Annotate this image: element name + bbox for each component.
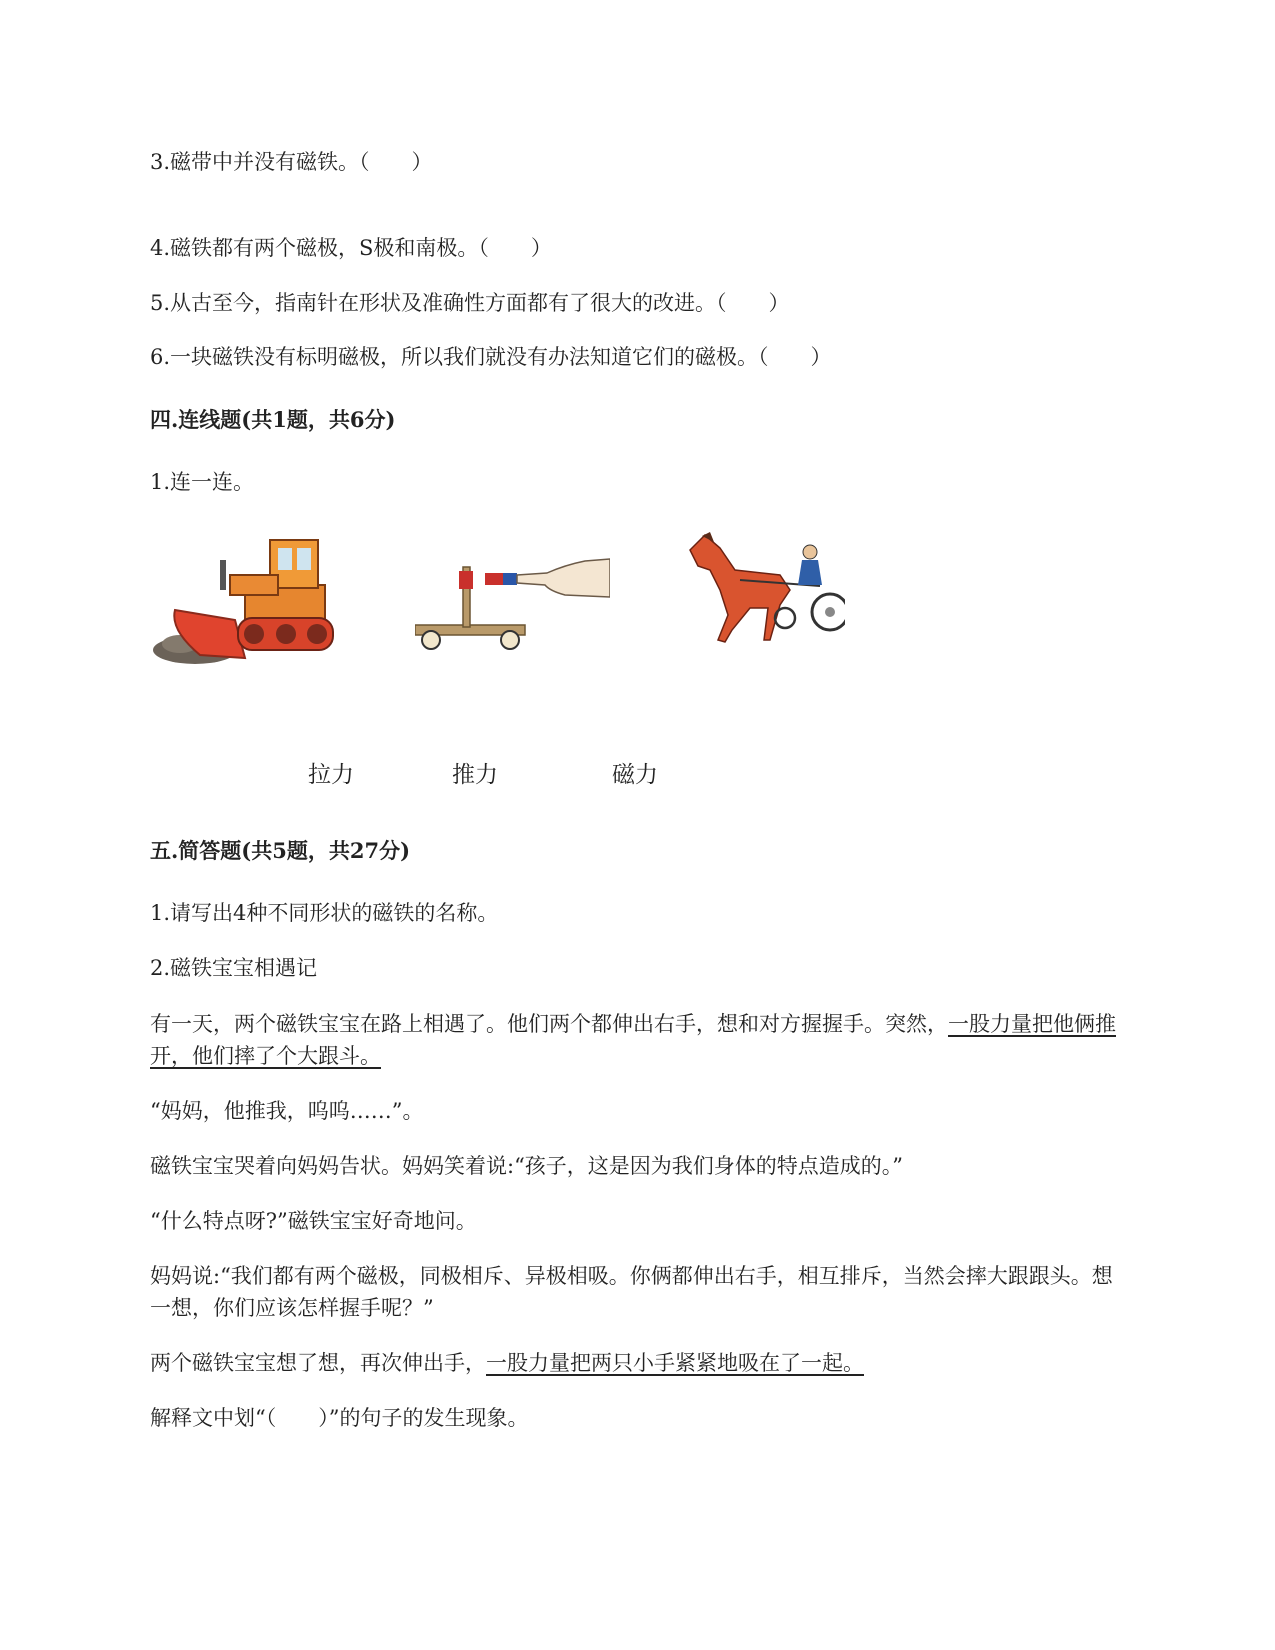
short-answer-question-1: 1.请写出4种不同形状的磁铁的名称。 — [150, 901, 499, 925]
story-paragraph-3: 磁铁宝宝哭着向妈妈告状。妈妈笑着说:“孩子，这是因为我们身体的特点造成的。” — [150, 1154, 904, 1178]
horse-cart-picture — [680, 530, 845, 655]
section-5-heading: 五.简答题(共5题，共27分) — [150, 838, 411, 863]
bulldozer-picture — [150, 530, 345, 675]
story-paragraph-1 — [150, 1008, 1130, 1072]
story-paragraph-4: “什么特点呀?”磁铁宝宝好奇地问。 — [150, 1209, 477, 1233]
story-paragraph-5: 妈妈说:“我们都有两个磁极，同极相斥、异极相吸。你俩都伸出右手，相互排斥，当然会摔大跟跟头。想一想，你们应该怎样握手呢？” — [150, 1264, 1113, 1320]
matching-question-1: 1.连一连。 — [150, 470, 255, 494]
short-answer-question-2: 2.磁铁宝宝相遇记 — [150, 956, 318, 980]
story-paragraph-6 — [150, 1347, 864, 1379]
story-paragraph-1-text: 有一天，两个磁铁宝宝在路上相遇了。他们两个都伸出右手，想和对方握握手。突然， — [150, 1012, 948, 1036]
story-paragraph-2: “妈妈，他推我，呜呜……”。 — [150, 1099, 424, 1123]
force-label-pull: 拉力 — [308, 762, 354, 788]
judgement-item-3: 3.磁带中并没有磁铁。（ ） — [150, 150, 433, 174]
judgement-item-4: 4.磁铁都有两个磁极，S极和南极。（ ） — [150, 236, 552, 260]
underlined-sentence-push: 一股力量把他俩推开，他们摔了个大跟斗。 — [150, 1012, 1116, 1068]
underlined-sentence-attract: 一股力量把两只小手紧紧地吸在了一起。 — [486, 1351, 864, 1375]
story-paragraph-6-text: 两个磁铁宝宝想了想，再次伸出手， — [150, 1351, 486, 1375]
force-label-push: 推力 — [452, 762, 498, 788]
judgement-item-6: 6.一块磁铁没有标明磁极，所以我们就没有办法知道它们的磁极。（ ） — [150, 345, 832, 369]
magnet-car-picture — [415, 555, 610, 665]
explain-question: 解释文中划“（ ）”的句子的发生现象。 — [150, 1406, 529, 1430]
section-4-heading: 四.连线题(共1题，共6分) — [150, 407, 396, 432]
judgement-item-5: 5.从古至今，指南针在形状及准确性方面都有了很大的改进。（ ） — [150, 291, 790, 315]
force-label-magnetic: 磁力 — [612, 762, 658, 788]
